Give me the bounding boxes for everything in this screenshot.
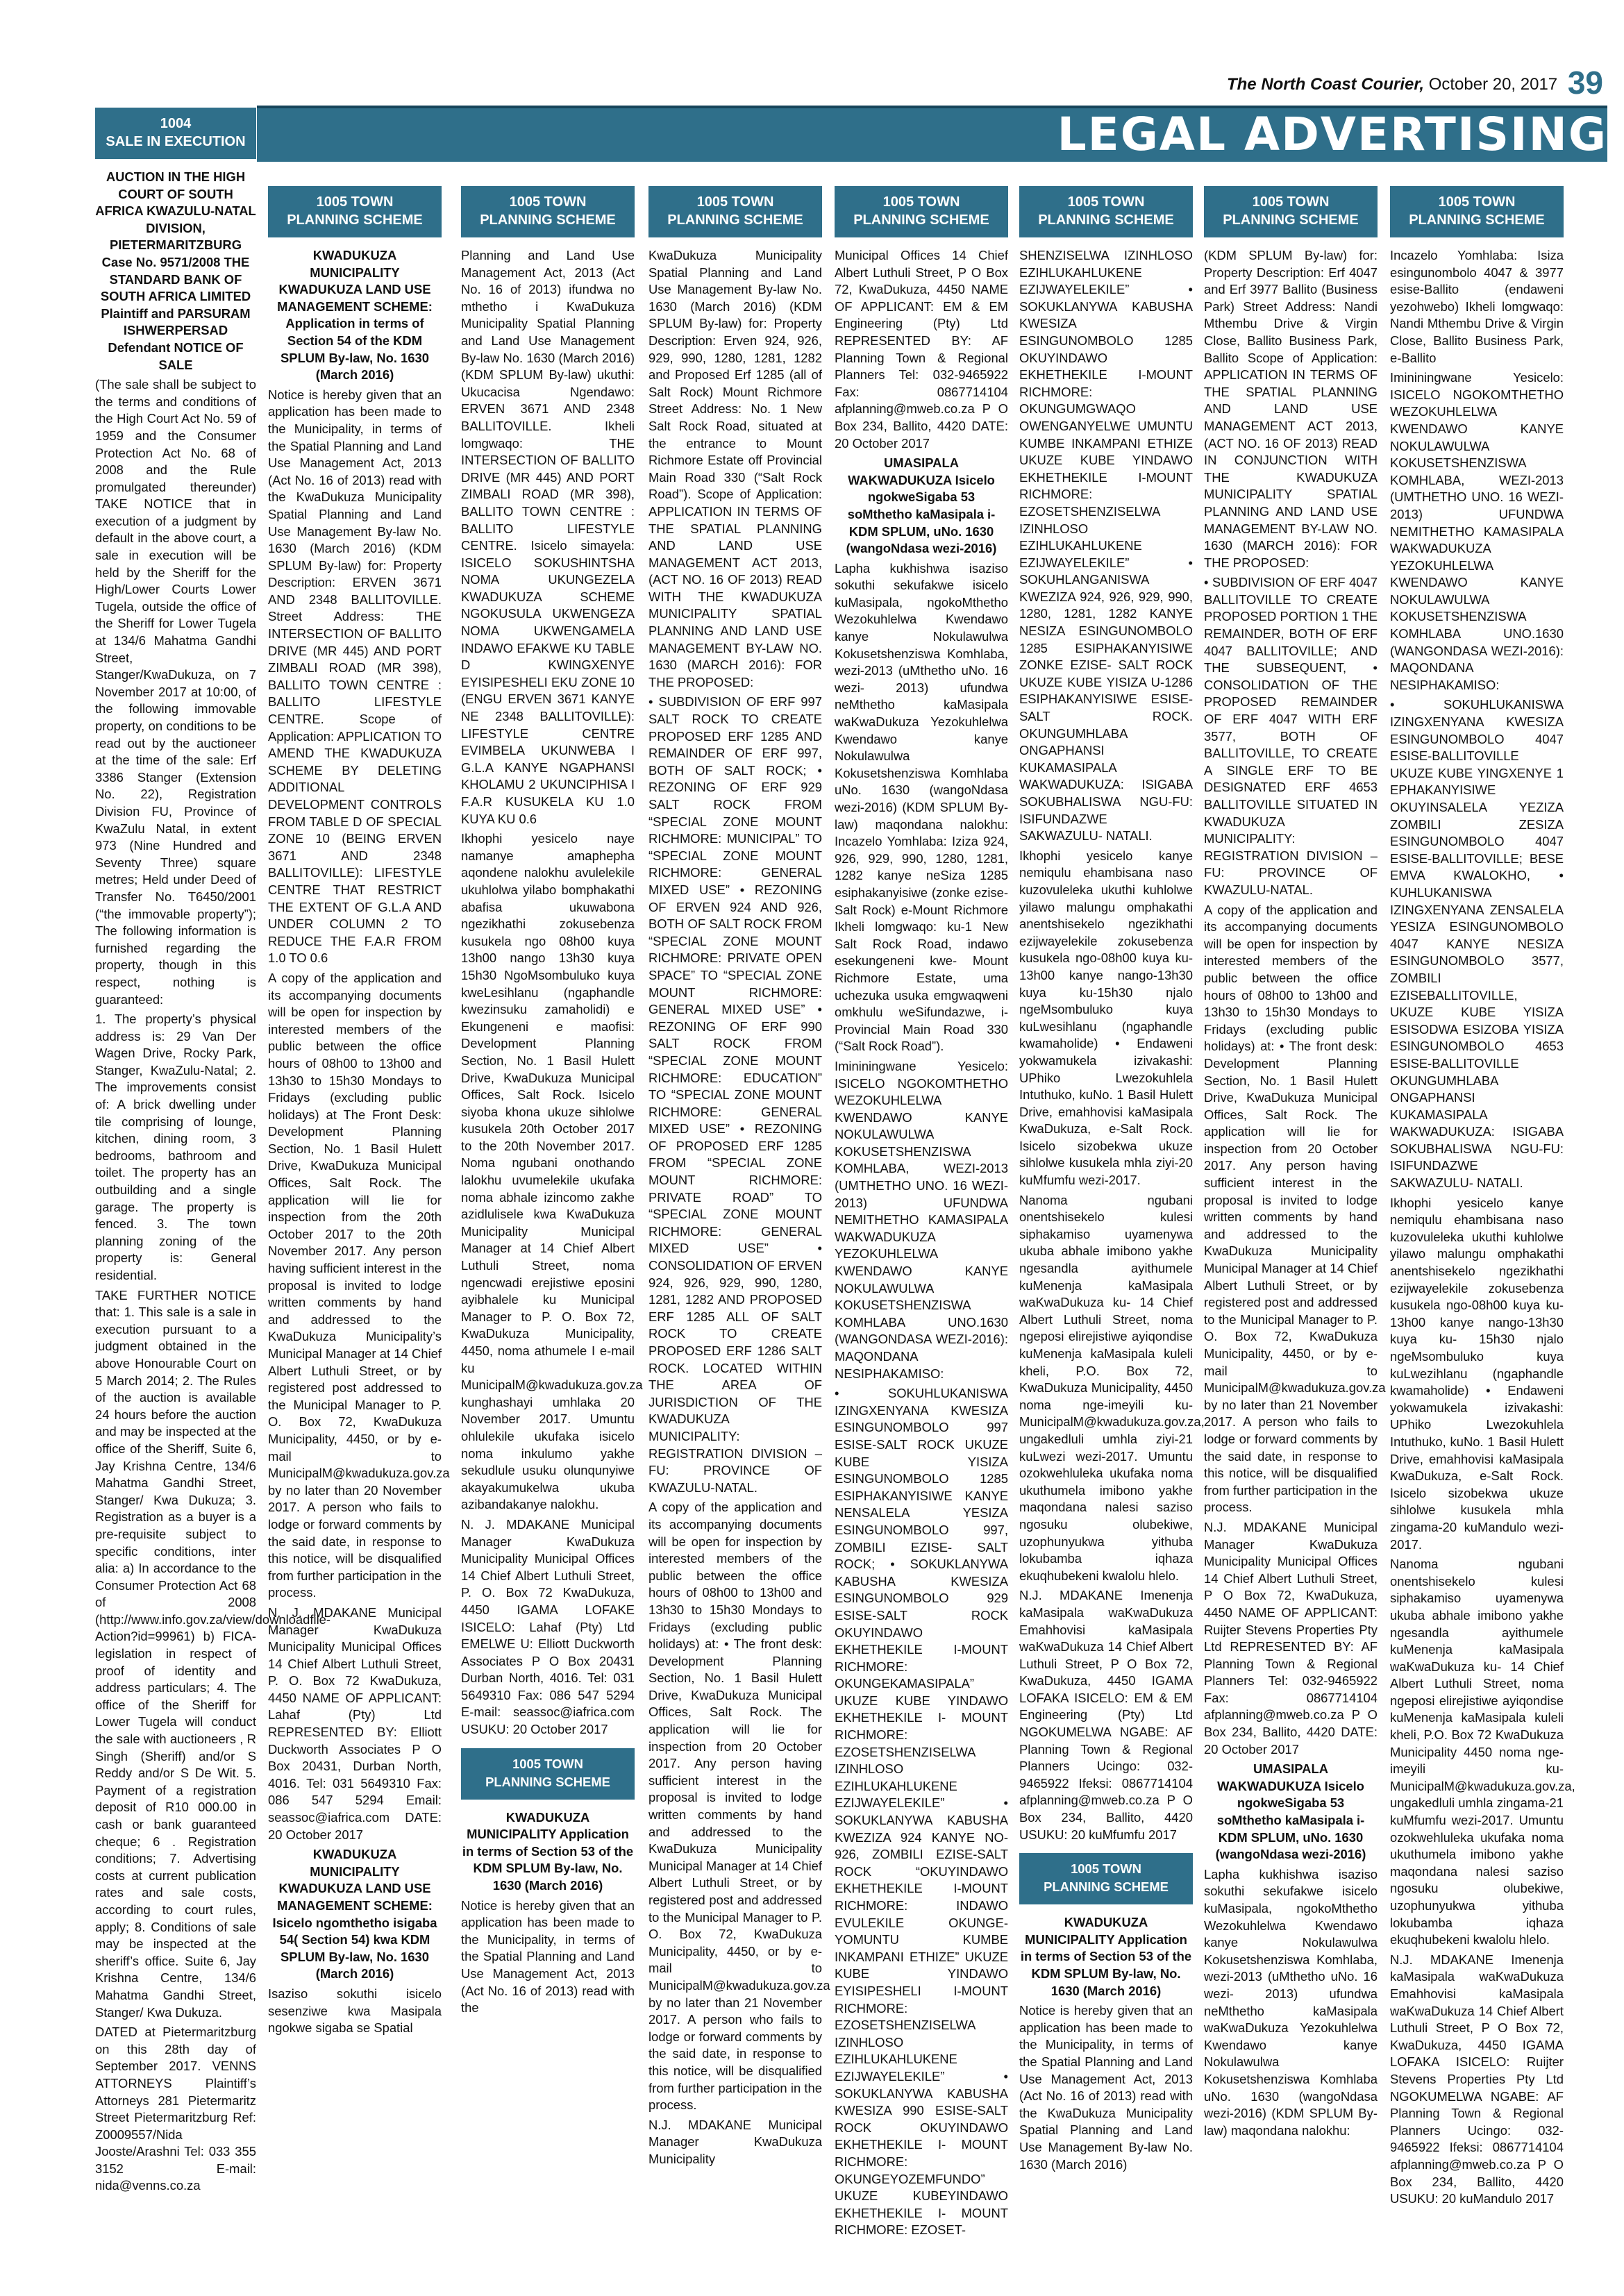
page-header bbox=[1227, 64, 1603, 101]
notice-paragraph: Notice is hereby given that an application has been made to the Municipality, in terms of the Spatial Planning and Land Use Management Act, 2013 (Act No. 16 of 2013) read with the KwaDukuza Municipality Spatial Planning and Land Use Management By-law No. 1630 (March 2016) (KDM SPLUM By-law) for: Property Description: ERVEN 3671 AND 2348 BALLITOVILLE. Street Address: THE INTERSECTION OF BALLITO DRIVE (MR 445) AND PORT ZIMBALI ROAD (MR 398), BALLITO TOWN CENTRE : BALLITO LIFESTYLE CENTRE. Scope of Application: APPLICATION TO AMEND THE KWADUKUZA SCHEME BY DELETING ADDITIONAL DEVELOPMENT CONTROLS FROM TABLE D OF SPECIAL ZONE 10 (BEING ERVEN 3671 AND 2348 BALLITOVILLE): LIFESTYLE CENTRE THAT RESTRICT THE EXTENT OF G.L.A AND UNDER COLUMN 2 TO REDUCE THE F.A.R FROM 1.0 TO 0.6 bbox=[268, 387, 442, 966]
notice-paragraph: TAKE FURTHER NOTICE that: 1. This sale is a sale in execution pursuant to a judgment obtained in the above Honourable Court on 5 March 2014; 2. The Rules of the auction is available 24 hours before the auction and may be inspected at the office of the Sheriff, Suite 6, Jay Krishna Centre, 134/6 Mahatma Gandhi Street, Stanger/ Kwa Dukuza; 3. Registration as a buyer is a pre-requisite subject to specific conditions, inter alia: a) In accordance to the Consumer Protection Act 68 of 2008 (http://www.info.gov.za/view/downloadfile-Action?id=99961) b) FICA-legislation in respect of proof of identity and address particulars; 4. The office of the Sheriff for Lower Tugela will conduct the sale with auctioneers , R Singh (Sheriff) and/or S Reddy and/or S De Wit. 5. Payment of a registration deposit of R10 000.00 in cash or bank guaranteed cheque; 6 . Registration conditions; 7. Advertising costs at current publication rates and sale costs, according to court rules, apply; 8. Conditions of sale may be inspected at the sheriff’s office. Suite 6, Jay Krishna Centre, 134/6 Mahatma Gandhi Street, Stanger/ Kwa Dukuza. bbox=[95, 1287, 331, 2020]
section-banner bbox=[257, 106, 1607, 162]
column-header: 1005 TOWN PLANNING SCHEME bbox=[268, 186, 442, 237]
column-header: 1005 TOWN PLANNING SCHEME bbox=[1019, 186, 1193, 237]
notice-paragraph: Imininingwane Yesicelo: ISICELO NGOKOMTHETHO WEZOKUHLELWA KWENDAWO KANYE NOKULAWULWA KOKUSETSHENZISWA KOMHLABA, WEZI-2013 (UMTHETHO UNO. 16 WEZI- 2013) UFUNDWA NEMITHETHO KAMASIPALA WAKWADUKUZA YEZOKUHLELWA KWENDAWO KANYE NOKULAWULWA KOKUSETSHENZISWA KOMHLABA UNO.1630 (WANGONDASA WEZI-2016): MAQONDANA NESIPHAKAMISO: bbox=[835, 1058, 1008, 1381]
notice-paragraph: Notice is hereby given that an application has been made to the Municipality, in terms of the Spatial Planning and Land Use Management Act, 2013 (Act No. 16 of 2013) read with the bbox=[461, 1897, 635, 2016]
column-header: 1005 TOWN PLANNING SCHEME bbox=[835, 186, 1008, 237]
notice-paragraph: Lapha kukhishwa isaziso sokuthi sekufakwe isicelo kuMasipala, ngokoMthetho Wezokuhlelwa Kwendawo kanye Nokulawulwa Kokusetshenziswa Komhlaba, wezi-2013 (uMthetho uNo. 16 wezi- 2013) ufundwa neMthetho kaMasipala waKwaDukuza Yezokuhlelwa Kwendawo kanye Nokulawulwa Kokusetshenziswa Komhlaba uNo. 1630 (wangoNdasa wezi-2016) (KDM SPLUM By-law) maqondana nalokhu: Incazelo Yomhlaba: Iziza 924, 926, 929, 990, 1280, 1281, 1282 kanye neSiza 1285 esiphakanyisiwe (zonke ezise-Salt Rock) e-Mount Richmore Ikheli lomgwaqo: ku-1 New Salt Rock Road, indawo esekungeneni kwe- Mount Richmore Estate, uma uchezuka usuka emgwaqweni omkhulu weSifundazwe, i- Provincial Main Road 330 (“Salt Rock Road”). bbox=[835, 560, 1008, 1054]
column-header: 1005 TOWN PLANNING SCHEME bbox=[648, 186, 822, 237]
notice-paragraph: Isaziso sokuthi isicelo sesenziwe kwa Masipala ngokwe sigaba se Spatial bbox=[268, 1986, 442, 2036]
notice-paragraph: Ikhophi yesicelo naye namanye amaphepha aqondene nalokhu avulelekile ukuhlolwa yilabo bomphakathi abafisa ukuwabona ngezikhathi zokusebenza kusukela ngo 08h00 kuya 13h00 nango 13h30 kuya 15h30 NgoMsombuluko kuya kweLesihlanu (ngaphandle kwezinsuku zamaholidi) e Ekungeneni e maofisi: Development Planning Section, No. 1 Basil Hulett Drive, KwaDukuza Municipal Offices, Salt Rock. Isicelo siyoba khona ukuze sihlolwe kusukela 20th October 2017 to the 20th November 2017. Noma ngubani onothando lalokhu uvumelekile ukufaka noma abhale izincomo zakhe azidlulisele kwa KwaDukuza Municipality Municipal Manager at 14 Chief Albert Luthuli Street, noma ngencwadi erejistiwe eposini ayibhalele ku Municipal Manager to P. O. Box 72, KwaDukuza Municipality, 4450, noma athumele I e-mail ku MunicipalM@kwadukuza.gov.za kunghashayi umhlaka 20 November 2017. Umuntu ohlulekile ukufaka isicelo noma inkulumo yakhe sekudlule usuku olunqunyiwe akayakumukelwa ukuba azibandakanye nalokhu. bbox=[461, 831, 643, 1512]
notice-paragraph: (KDM SPLUM By-law) for: Property Description: Erf 4047 and Erf 3977 Ballito (Business Park) Street Address: Nandi Mthembu Drive & Virgin Close, Ballito Business Park, Ballito Scope of Application: APPLICATION IN TERMS OF THE SPATIAL PLANNING AND LAND USE MANAGEMENT ACT 2013, (ACT NO. 16 OF 2013) READ IN CONJUNCTION WITH THE KWADUKUZA MUNICIPALITY SPATIAL PLANNING AND LAND USE MANAGEMENT BY-LAW NO. 1630 (MARCH 2016): FOR THE PROPOSED: bbox=[1204, 248, 1378, 570]
notice-paragraph: A copy of the application and its accompanying documents will be open for inspection by interested members of the public between the office hours of 08h00 to 13h00 and 13h30 to 15h30 Mondays to Fridays (excluding public holidays) at The Front Desk: Development Planning Section, No. 1 Basil Hulett Drive, KwaDukuza Municipal Offices, Salt Rock. The application will lie for inspection from the 20th October 2017 to the 20th November 2017. Any person having sufficient interest in the proposal is invited to lodge written comments by hand and addressed to the KwaDukuza Municipality’s Municipal Manager at 14 Chief Albert Luthuli Street, or by registered post addressed to the Municipal Manager to P. O. Box 72, KwaDukuza Municipality, 4450, or by e-mail to MunicipalM@kwadukuza.gov.za by no later than 20 November 2017. A person who fails to lodge or forward comments by the said date, in response to this notice, will be disqualified from further participation in the process. bbox=[268, 970, 450, 1600]
notice-paragraph: • SOKUHLUKANISWA IZINGXENYANA KWESIZA ESINGUNOMBOLO 997 ESISE-SALT ROCK UKUZE KUBE YISIZA ESINGUNOMBOLO 1285 ESIPHAKANYISIWE KANYE NENSALELA YESIZA ESINGUNOMBOLO 997, ZOMBILI EZISE- SALT ROCK; • SOKUKLANYWA KABUSHA KWESIZA ESINGUNOMBOLO 929 ESISE-SALT ROCK OKUYINDAWO EKHETHEKILE I-MOUNT RICHMORE: OKUNGEKAMASIPALA” UKUZE KUBE YINDAWO EKHETHEKILE I- MOUNT RICHMORE: EZOSETSHENZISELWA IZINHLOSO EZIHLUKAHLUKENE EZIJWAYELEKILE” • SOKUKLANYWA KABUSHA KWEZIZA 924 KANYE NO-926, ZOMBILI EZISE-SALT ROCK “OKUYINDAWO EKHETHEKILE I-MOUNT RICHMORE: INDAWO EVULEKILE OKUNGE-YOMUNTU KUMBE INKAMPANI ETHIZE” UKUZE KUBE YINDAWO EYISIPESHELI I-MOUNT RICHMORE: EZOSETSHENZISELWA IZINHLOSO EZIHLUKAHLUKENE EZIJWAYELEKILE” • SOKUKLANYWA KABUSHA KWESIZA 990 ESISE-SALT ROCK OKUYINDAWO EKHETHEKILE I- MOUNT RICHMORE: OKUNGEYOZEMFUNDO” UKUZE KUBEYINDAWO EKHETHEKILE I- MOUNT RICHMORE: EZOSET- bbox=[835, 1386, 1008, 2238]
column-header: 1005 TOWN PLANNING SCHEME bbox=[1390, 186, 1564, 237]
notice-paragraph: A copy of the application and its accompanying documents will be open for inspection by interested members of the public between the office hours of 08h00 to 13h00 and 13h30 to 15h30 Mondays to Fridays (excluding public holidays) at: • The front desk: Development Planning Section, No. 1 Basil Hulett Drive, KwaDukuza Municipal Offices, Salt Rock. The application will lie for inspection from 20 October 2017. Any person having sufficient interest in the proposal is invited to lodge written comments by hand and addressed to the KwaDukuza Municipality Municipal Manager at 14 Chief Albert Luthuli Street, or by registered post and addressed to the Municipal Manager to P. O. Box 72, KwaDukuza Municipality, 4450, or by e-mail to MunicipalM@kwadukuza.gov.za by no later than 21 November 2017. A person who fails to lodge or forward comments by the said date, in response to this notice, will be disqualified from further participation in the process. bbox=[1204, 902, 1386, 1515]
notice-paragraph: Lapha kukhishwa isaziso sokuthi sekufakwe isicelo kuMasipala, ngokoMthetho Wezokuhlelwa Kwendawo kanye Nokulawulwa Kokusetshenziswa Komhlaba, wezi-2013 (uMthetho uNo. 16 wezi- 2013) ufundwa neMthetho kaMasipala waKwaDukuza Yezokuhlelwa Kwendawo kanye Nokulawulwa Kokusetshenziswa Komhlaba uNo. 1630 (wangoNdasa wezi-2016) (KDM SPLUM By-law) maqondana nalokhu: bbox=[1204, 1866, 1378, 2138]
publication-name: The North Coast Courier, bbox=[1226, 75, 1425, 94]
column-header: 1005 TOWN PLANNING SCHEME bbox=[461, 186, 635, 237]
notice-paragraph: • SUBDIVISION OF ERF 997 SALT ROCK TO CREATE PROPOSED ERF 1285 AND REMAINDER OF ERF 997, BOTH OF SALT ROCK; • REZONING OF ERF 929 SALT ROCK FROM “SPECIAL ZONE MOUNT RICHMORE: MUNICIPAL” TO “SPECIAL ZONE MOUNT RICHMORE: GENERAL MIXED USE” • REZONING OF ERVEN 924 AND 926, BOTH OF SALT ROCK FROM “SPECIAL ZONE MOUNT RICHMORE: PRIVATE OPEN SPACE” TO “SPECIAL ZONE MOUNT RICHMORE: GENERAL MIXED USE” • REZONING OF ERF 990 SALT ROCK FROM “SPECIAL ZONE MOUNT RICHMORE: EDUCATION” TO “SPECIAL ZONE MOUNT RICHMORE: GENERAL MIXED USE” • REZONING OF PROPOSED ERF 1285 FROM “SPECIAL ZONE MOUNT RICHMORE: PRIVATE ROAD” TO “SPECIAL ZONE MOUNT RICHMORE: GENERAL MIXED USE” • CONSOLIDATION OF ERVEN 924, 926, 929, 990, 1280, 1281, 1282 AND PROPOSED ERF 1285 ALL OF SALT ROCK TO CREATE PROPOSED ERF 1286 SALT ROCK. LOCATED WITHIN THE AREA OF JURISDICTION OF THE KWADUKUZA MUNICIPALITY: REGISTRATION DIVISION – FU: PROVINCE OF KWAZULU-NATAL. bbox=[648, 694, 822, 1495]
notice-paragraph: N.J. MDAKANE Municipal Manager KwaDukuza Municipality Municipal Offices 14 Chief Albert Luthuli Street, P O Box 72, KwaDukuza, 4450 NAME OF APPLICANT: Ruijter Stevens Properties Pty Ltd REPRESENTED BY: AF Planning Town & Regional Planners Tel: 032-9465922 Fax: 0867714104 afplanning@mweb.co.za P O Box 234, Ballito, 4420 DATE: 20 October 2017 bbox=[1204, 1519, 1378, 1757]
notice-paragraph: 1. The property’s physical address is: 29 Van Der Wagen Drive, Rocky Park, Stanger, KwaZulu-Natal; 2. The improvements consist of: A brick dwelling under tile comprising of lounge, kitchen, dining room, 3 bedrooms, bathroom and toilet. The property has an outbuilding and a single garage. The property is fenced. 3. The town planning zoning of the property is: General residential. bbox=[95, 1012, 256, 1282]
notice-paragraph: A copy of the application and its accompanying documents will be open for inspection by interested members of the public between the office hours of 08h00 to 13h00 and 13h30 to 15h30 Mondays to Fridays (excluding public holidays) at: • The front desk: Development Planning Section, No. 1 Basil Hulett Drive, KwaDukuza Municipal Offices, Salt Rock. The application will lie for inspection from 20 October 2017. Any person having sufficient interest in the proposal is invited to lodge written comments by hand and addressed to the KwaDukuza Municipality Municipal Manager at 14 Chief Albert Luthuli Street, or by registered post and addressed to the Municipal Manager to P. O. Box 72, KwaDukuza Municipality, 4450, or by e-mail to MunicipalM@kwadukuza.gov.za by no later than 21 November 2017. A person who fails to lodge or forward comments by the said date, in response to this notice, will be disqualified from further participation in the process. bbox=[648, 1500, 830, 2113]
notice-column bbox=[461, 186, 643, 2288]
issue-date: October 20, 2017 bbox=[1428, 75, 1558, 94]
notice-paragraph: Municipal Offices 14 Chief Albert Luthuli Street, P O Box 72, KwaDukuza, 4450 NAME OF APPLICANT: EM & EM Engineering (Pty) Ltd REPRESENTED BY: AF Planning Town & Regional Planners Tel: 032-9465922 Fax: 0867714104 afplanning@mweb.co.za P O Box 234, Ballito, 4420 DATE: 20 October 2017 bbox=[835, 248, 1008, 451]
notice-paragraph: N. J. MDAKANE Municipal Manager KwaDukuza Municipality Municipal Offices 14 Chief Albert Luthuli Street, P. O. Box 72 KwaDukuza, 4450 NAME OF APPLICANT: Lahaf (Pty) Ltd REPRESENTED BY: Elliott Duckworth Associates P O Box 20431, Durban North, 4016. Tel: 031 5649310 Fax: 086 547 5294 Email: seassoc@iafrica.com DATE: 20 October 2017 bbox=[268, 1604, 442, 1842]
notice-paragraph: • SUBDIVISION OF ERF 4047 BALLITOVILLE TO CREATE PROPOSED PORTION 1 THE REMAINDER, BOTH OF ERF 4047 BALLITOVILLE; AND THE SUBSEQUENT, • CONSOLIDATION OF THE PROPOSED REMAINDER OF ERF 4047 WITH ERF 3577, BOTH OF BALLITOVILLE, TO CREATE A SINGLE ERF TO BE DESIGNATED ERF 4653 BALLITOVILLE SITUATED IN KWADUKUZA MUNICIPALITY: REGISTRATION DIVISION – FU: PROVINCE OF KWAZULU-NATAL. bbox=[1204, 575, 1378, 897]
notice-column bbox=[835, 186, 1008, 2288]
notice-paragraph: DATED at Pietermaritzburg on this 28th day of September 2017. VENNS ATTORNEYS Plaintiff’s Attorneys 281 Pietermaritz Street Pietermaritzburg Ref: Z0009557/Nida Jooste/Arashni Tel: 033 355 3152 E-mail: nida@venns.co.za bbox=[95, 2025, 256, 2193]
notice-paragraph: • SOKUHLUKANISWA IZINGXENYANA KWESIZA ESINGUNOMBOLO 4047 ESISE-BALLITOVILLE UKUZE KUBE YINGXENYE 1 EPHAKANYISIWE OKUYINSALELA YEZIZA ZOMBILI ZESIZA ESINGUNOMBOLO 4047 ESISE-BALLITOVILLE; BESE EMVA KWALOKHO, • KUHLUKANISWA IZINGXENYANA ZENSALELA YESIZA ESINGUNOMBOLO 4047 KANYE NESIZA ESINGUNOMBOLO 3577, ZOMBILI EZISEBALLITOVILLE, UKUZE KUBE YISIZA ESISODWA ESIZOBA YISIZA ESINGUNOMBOLO 4653 ESISE-BALLITOVILLE OKUNGUMHLABA ONGAPHANSI KUKAMASIPALA WAKWADUKUZA: ISIGABA SOKUBHALISWA NGU-FU: ISIFUNDAZWE SAKWAZULU- NATALI. bbox=[1390, 697, 1564, 1191]
section-title: LEGAL ADVERTISING bbox=[1057, 108, 1607, 161]
page-number: 39 bbox=[1567, 65, 1603, 101]
notice-column bbox=[1019, 186, 1205, 2288]
notice-paragraph: KWADUKUZA MUNICIPALITY KWADUKUZA LAND USE MANAGEMENT SCHEME: Isicelo ngomthetho isigaba 54( Section 54) kwa KDM SPLUM By-law, No. 1630 (March 2016) bbox=[272, 1847, 437, 1981]
notice-paragraph: Incazelo Yomhlaba: Isiza esingunombolo 4047 & 3977 esise-Ballito (endaweni yezohwebo) Ikheli lomgwaqo: Nandi Mthembu Drive & Virgin Close, Ballito Business Park, e-Ballito bbox=[1390, 248, 1564, 365]
notice-paragraph: Imininingwane Yesicelo: ISICELO NGOKOMTHETHO WEZOKUHLELWA KWENDAWO KANYE NOKULAWULWA KOKUSETSHENZISWA KOMHLABA, WEZI-2013 (UMTHETHO UNO. 16 WEZI- 2013) UFUNDWA NEMITHETHO KAMASIPALA WAKWADUKUZA YEZOKUHLELWA KWENDAWO KANYE NOKULAWULWA KOKUSETSHENZISWA KOMHLABA UNO.1630 (WANGONDASA WEZI-2016): MAQONDANA NESIPHAKAMISO: bbox=[1390, 370, 1564, 692]
notice-paragraph: KWADUKUZA MUNICIPALITY KWADUKUZA LAND USE MANAGEMENT SCHEME: Application in terms of Section 54 of the KDM SPLUM By-law, No. 1630 (March 2016) bbox=[277, 248, 433, 383]
notice-paragraph: N.J. MDAKANE Municipal Manager KwaDukuza Municipality bbox=[648, 2117, 822, 2166]
notice-column bbox=[648, 186, 830, 2288]
notice-paragraph: Ikhophi yesicelo kanye nemiqulu ehambisana naso kuzovuleleka ukuthi kuhlolwe yilawo malungu omphakathi anentshisekelo ngezikhathi ezijwayelekile zokusebenza kusukela ngo-08h00 kuya ku-13h00 kanye nango-13h30 kuya ku- 15h30 njalo ngeMsombuluko kuya kuLwezihlanu (ngaphandle kwamaholide) • Endaweni yokwamukela izivakashi: UPhiko Lwezokuhlela Intuthuko, kuNo. 1 Basil Hulett Drive, emahhovisi kaMasipala KwaDukuza, e-Salt Rock. Isicelo sizobekwa ukuze sihlolwe kusukela mhla zingama-20 kuMandulo wezi-2017. bbox=[1390, 1195, 1564, 1552]
notice-paragraph: KwaDukuza Municipality Spatial Planning and Land Use Management By-law No. 1630 (March 2016) (KDM SPLUM By-law) for: Property Description: Erven 924, 926, 929, 990, 1280, 1281, 1282 and Proposed Erf 1285 (all of Salt Rock) Mount Richmore Street Address: No. 1 New Salt Rock Road, situated at the entrance to Mount Richmore Estate off Provincial Main Road 330 (“Salt Rock Road”). Scope of Application: APPLICATION IN TERMS OF THE SPATIAL PLANNING AND LAND USE MANAGEMENT ACT 2013, (ACT NO. 16 OF 2013) READ WITH THE KWADUKUZA MUNICIPALITY SPATIAL PLANNING AND LAND USE MANAGEMENT BY-LAW NO. 1630 (MARCH 2016): FOR THE PROPOSED: bbox=[648, 248, 822, 689]
notice-paragraph: N.J. MDAKANE Imenenja kaMasipala waKwaDukuza Emahhovisi kaMasipala waKwaDukuza 14 Chief Albert Luthuli Street, P O Box 72, KwaDukuza, 4450 IGAMA LOFAKA ISICELO: EM & EM Engineering (Pty) Ltd NGOKUMELWA NGABE: AF Planning Town & Regional Planners Ucingo: 032-9465922 Ifeksi: 0867714104 afplanning@mweb.co.za P O Box 234, Ballito, 4420 USUKU: 20 kuMfumfu 2017 bbox=[1019, 1588, 1193, 1842]
section-subheader: 1005 TOWN PLANNING SCHEME bbox=[1019, 1853, 1193, 1904]
notice-paragraph: Notice is hereby given that an application has been made to the Municipality, in terms of the Spatial Planning and Land Use Management Act, 2013 (Act No. 16 of 2013) read with the KwaDukuza Municipality Spatial Planning and Land Use Management By-law No. 1630 (March 2016) bbox=[1019, 2003, 1193, 2172]
notice-paragraph: KWADUKUZA MUNICIPALITY Application in terms of Section 53 of the KDM SPLUM By-law, No. 1630 (March 2016) bbox=[1020, 1915, 1192, 1998]
notice-column bbox=[1204, 186, 1386, 2288]
notice-paragraph: Nanoma ngubani onentshisekelo kulesi siphakamiso uyamenywa ukuba abhale imibono yakhe ngesandla ayithumele kuMenenja kaMasipala waKwaDukuza ku- 14 Chief Albert Luthuli Street, noma ngeposi elirejistiwe ayiqondise kuMenenja kaMasipala kuleli kheli, P.O. Box 72 KwaDukuza Municipality 4450 noma nge-imeyili ku-MunicipalM@kwadukuza.gov.za, ungakedluli umhla zingama-21 kuMfumfu wezi-2017. Umuntu ozokwehluleka ukufaka noma ukuthumela imibono yakhe maqondana nalesi saziso ngosuku olubekiwe, uzophunyukwa yithuba lokubamba iqhaza ekuqhubekeni kwalolu hlelo. bbox=[1390, 1557, 1575, 1947]
column-header: 1004 SALE IN EXECUTION bbox=[95, 108, 256, 159]
notice-paragraph: SHENZISELWA IZINHLOSO EZIHLUKAHLUKENE EZIJWAYELEKILE” • SOKUKLANYWA KABUSHA KWESIZA ESINGUNOMBOLO 1285 OKUYINDAWO EKHETHEKILE I-MOUNT RICHMORE: OKUNGUMGWAQO OWENGANYELWE UMUNTU KUMBE INKAMPANI ETHIZE UKUZE KUBE YINDAWO EKHETHEKILE I-MOUNT RICHMORE: EZOSETSHENZISELWA IZINHLOSO EZIHLUKAHLUKENE EZIJWAYELEKILE” • SOKUHLANGANISWA KWEZIZA 924, 926, 929, 990, 1280, 1281, 1282 KANYE NESIZA ESINGUNOMBOLO 1285 ESIPHAKANYISIWE ZONKE EZISE- SALT ROCK UKUZE KUBE YISIZA U-1286 ESIPHAKANYISIWE ESISE-SALT ROCK. OKUNGUMHLABA ONGAPHANSI KUKAMASIPALA WAKWADUKUZA: ISIGABA SOKUBHALISWA NGU-FU: ISIFUNDAZWE SAKWAZULU- NATALI. bbox=[1019, 248, 1193, 844]
notice-column bbox=[95, 108, 331, 2288]
notice-paragraph: N. J. MDAKANE Municipal Manager KwaDukuza Municipality Municipal Offices 14 Chief Albert Luthuli Street, P. O. Box 72 KwaDukuza, 4450 IGAMA LOFAKE ISICELO: Lahaf (Pty) Ltd EMELWE U: Elliott Duckworth Associates P O Box 20431 Durban North, 4016. Tel: 031 5649310 Fax: 086 547 5294 E-mail: seassoc@iafrica.com USUKU: 20 October 2017 bbox=[461, 1516, 635, 1737]
notice-paragraph: (The sale shall be subject to the terms and conditions of the High Court Act No. 59 of 1959 and the Consumer Protection Act No. 68 of 2008 and the Rule promulgated thereunder) TAKE NOTICE that in execution of a judgment by default in the above court, a sale in execution will be held by the Sheriff for the High/Lower Courts Lower Tugela, outside the office of the Sheriff for Lower Tugela at 134/6 Mahatma Gandhi Street, Stanger/KwaDukuza, on 7 November 2017 at 10:00, of the following immovable property, on conditions to be read out by the auctioneer at the time of the sale: Erf 3386 Stanger (Extension No. 22), Registration Division FU, Province of KwaZulu Natal, in extent 973 (Nine Hundred and Seventy Three) square metres; Held under Deed of Transfer No. T6450/2001 (“the immovable property”); The following information is furnished regarding the property, though in this respect, nothing is guaranteed: bbox=[95, 377, 256, 1007]
notice-paragraph: KWADUKUZA MUNICIPALITY Application in terms of Section 53 of the KDM SPLUM By-law, No. 1630 (March 2016) bbox=[462, 1809, 634, 1893]
notice-paragraph: Planning and Land Use Management Act, 2013 (Act No. 16 of 2013) ifundwa no mthetho i KwaDukuza Municipality Spatial Planning and Land Use Management By-law No. 1630 (March 2016) (KDM SPLUM By-law) ukuthi: Ukucacisa Ngendawo: ERVEN 3671 AND 2348 BALLITOVILLE. Ikheli lomgwaqo: THE INTERSECTION OF BALLITO DRIVE (MR 445) AND PORT ZIMBALI ROAD (MR 398), BALLITO TOWN CENTRE : BALLITO LIFESTYLE CENTRE. Isicelo simayela: ISICELO SOKUSHINTSHA NOMA UKUNGEZELA KWADUKUZA SCHEME NGOKUSULA UKWENGEZA NOMA UKWENGAMELA INDAWO EFAKWE KU TABLE D KWINGXENYE EYISIPESHELI EKU ZONE 10 (ENGU ERVEN 3671 KANYE NE 2348 BALLITOVILLE): LIFESTYLE CENTRE EVIMBELA UKUNWEBA I G.L.A KANYE NGAPHANSI KHOLAMU 2 UKUNCIPHISA I F.A.R KUSUKELA KU 1.0 KUYA KU 0.6 bbox=[461, 248, 635, 826]
notice-paragraph: UMASIPALA WAKWADUKUZA Isicelo ngokweSigaba 53 soMthetho kaMasipala i-KDM SPLUM, uNo. 1630 (wangoNdasa wezi-2016) bbox=[1215, 1761, 1366, 1862]
column-header: 1005 TOWN PLANNING SCHEME bbox=[1204, 186, 1378, 237]
notice-paragraph: UMASIPALA WAKWADUKUZA Isicelo ngokweSigaba 53 soMthetho kaMasipala i-KDM SPLUM, uNo. 1630 (wangoNdasa wezi-2016) bbox=[846, 455, 997, 556]
notice-paragraph: Ikhophi yesicelo kanye nemiqulu ehambisana naso kuzovuleleka ukuthi kuhlolwe yilawo malungu omphakathi anentshisekelo ngezikhathi ezijwayelekile zokusebenza kusukela ngo-08h00 kuya ku-13h00 kanye nango-13h30 kuya ku-15h30 njalo ngeMsombuluko kuya kuLwesihlanu (ngaphandle kwamaholide) • Endaweni yokwamukela izivakashi: UPhiko Lwezokuhlela Intuthuko, kuNo. 1 Basil Hulett Drive, emahhovisi kaMasipala KwaDukuza, e-Salt Rock. Isicelo sizobekwa ukuze sihlolwe kusukela mhla ziyi-20 kuMfumfu wezi-2017. bbox=[1019, 848, 1193, 1188]
notice-column bbox=[268, 186, 450, 2288]
notice-paragraph: N.J. MDAKANE Imenenja kaMasipala waKwaDukuza Emahhovisi kaMasipala waKwaDukuza 14 Chief Albert Luthuli Street, P O Box 72, KwaDukuza, 4450 IGAMA LOFAKA ISICELO: Ruijter Stevens Properties Pty Ltd NGOKUMELWA NGABE: AF Planning Town & Regional Planners Ucingo: 032-9465922 Ifeksi: 0867714104 afplanning@mweb.co.za P O Box 234, Ballito, 4420 USUKU: 20 kuMandulo 2017 bbox=[1390, 1952, 1564, 2206]
notice-paragraph: Nanoma ngubani onentshisekelo kulesi siphakamiso uyamenywa ukuba abhale imibono yakhe ngesandla ayithumele kuMenenja kaMasipala waKwaDukuza ku- 14 Chief Albert Luthuli Street, noma ngeposi elirejistiwe ayiqondise kuMenenja kaMasipala kuleli kheli, P.O. Box 72, KwaDukuza Municipality, 4450 noma nge-imeyili ku-MunicipalM@kwadukuza.gov.za, ungakedluli umhla ziyi-21 kuLwezi wezi-2017. Umuntu ozokwehluleka ukufaka noma ukuthumela imibono yakhe maqondana nalesi saziso ngosuku olubekiwe, uzophunyukwa yithuba lokubamba iqhaza ekuqhubekeni kwalolu hlelo. bbox=[1019, 1192, 1205, 1583]
notice-column bbox=[1390, 186, 1575, 2288]
section-subheader: 1005 TOWN PLANNING SCHEME bbox=[461, 1748, 635, 1800]
notice-paragraph: AUCTION IN THE HIGH COURT OF SOUTH AFRICA KWAZULU-NATAL DIVISION, PIETERMARITZBURG Case No. 9571/2008 THE STANDARD BANK OF SOUTH AFRICA LIMITED Plaintiff and PARSURAM ISHWERPERSAD Defendant NOTICE OF SALE bbox=[95, 169, 256, 372]
